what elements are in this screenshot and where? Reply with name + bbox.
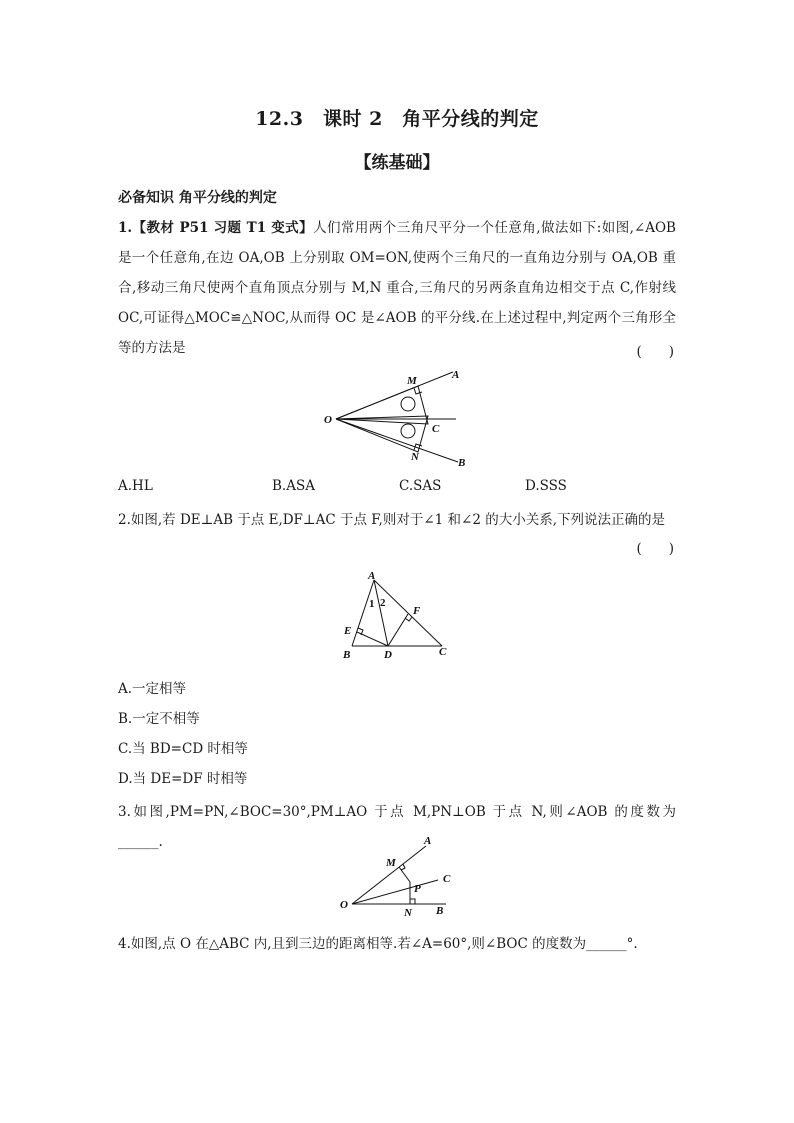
page-title: 12.3 课时 2 角平分线的判定 xyxy=(255,108,539,130)
label-a: A xyxy=(368,570,376,582)
question-2-option-c: C.当 BD=CD 时相等 xyxy=(118,741,248,757)
question-2-text: 2.如图,若 DE⊥AB 于点 E,DF⊥AC 于点 F,则对于∠1 和∠2 的大小关系,下列说法正确的是 xyxy=(118,512,666,528)
question-1-tag: 1.【教材 P51 习题 T1 变式】 xyxy=(118,220,314,236)
question-3-figure xyxy=(336,832,460,922)
label-a: A xyxy=(424,835,432,847)
segment-ab xyxy=(352,580,374,646)
label-m: M xyxy=(407,375,417,387)
segment-df xyxy=(388,614,408,646)
label-p: P xyxy=(414,883,421,895)
right-angle-mark-n xyxy=(410,899,415,904)
label-b: B xyxy=(343,649,351,661)
question-1-option-a: A.HL xyxy=(118,478,153,494)
label-c: C xyxy=(432,423,440,435)
question-2-option-b: B.一定不相等 xyxy=(118,711,200,727)
section-heading: 必备知识 角平分线的判定 xyxy=(118,190,277,206)
segment-ad xyxy=(374,580,388,646)
ruler-hole-lower xyxy=(401,424,415,438)
label-m: M xyxy=(386,857,396,869)
ray-ob xyxy=(336,419,458,462)
label-b: B xyxy=(436,905,444,917)
ray-oc xyxy=(352,880,438,904)
label-angle-1: 1 xyxy=(369,598,375,610)
ray-oa xyxy=(352,846,426,904)
label-c: C xyxy=(439,646,447,658)
question-1-answer-bracket: ( ) xyxy=(636,344,674,360)
right-angle-mark-m xyxy=(414,388,422,394)
segment-ac xyxy=(374,580,442,646)
question-3-text: 3.如图,PM=PN,∠BOC=30°,PM⊥AO 于点 M,PN⊥OB 于点 N,则∠AOB 的度数为______. xyxy=(118,804,676,850)
label-e: E xyxy=(344,625,352,637)
label-a: A xyxy=(452,369,460,381)
label-o: O xyxy=(340,899,348,911)
question-2-figure xyxy=(338,566,458,664)
label-b: B xyxy=(458,457,466,469)
question-1-option-d: D.SSS xyxy=(525,478,567,494)
question-4-text: 4.如图,点 O 在△ABC 内,且到三边的距离相等.若∠A=60°,则∠BOC 的度数为______°. xyxy=(118,936,638,952)
practice-heading: 【练基础】 xyxy=(354,153,440,173)
question-1-figure xyxy=(318,364,478,474)
label-angle-2: 2 xyxy=(380,597,386,609)
question-1-option-c: C.SAS xyxy=(399,478,442,494)
ruler-hole-upper xyxy=(401,397,415,411)
label-o: O xyxy=(324,414,332,426)
question-2-answer-bracket: ( ) xyxy=(636,541,674,557)
question-1-option-b: B.ASA xyxy=(272,478,315,494)
question-2-option-a: A.一定相等 xyxy=(118,681,187,697)
question-1-text: 人们常用两个三角尺平分一个任意角,做法如下:如图,∠AOB 是一个任意角,在边 OA,OB 上分别取 OM=ON,使两个三角尺的一直角边分别与 OA,OB 重合,移动三角尺使两个直角顶点分别与 M,N 重合,三角尺的另两条直角边相交于点 C,作射线 OC,可证得△MOC≌△NOC,从而得 OC 是∠AOB 的平分线.在上述过程中,判定两个三角形全等的方法是 xyxy=(118,220,676,356)
label-n: N xyxy=(404,907,412,919)
label-d: D xyxy=(384,649,392,661)
question-2-option-d: D.当 DE=DF 时相等 xyxy=(118,771,248,787)
label-f: F xyxy=(413,605,421,617)
label-c: C xyxy=(443,873,451,885)
question-1 xyxy=(118,213,676,363)
label-n: N xyxy=(411,451,419,463)
segment-pm xyxy=(399,867,410,882)
